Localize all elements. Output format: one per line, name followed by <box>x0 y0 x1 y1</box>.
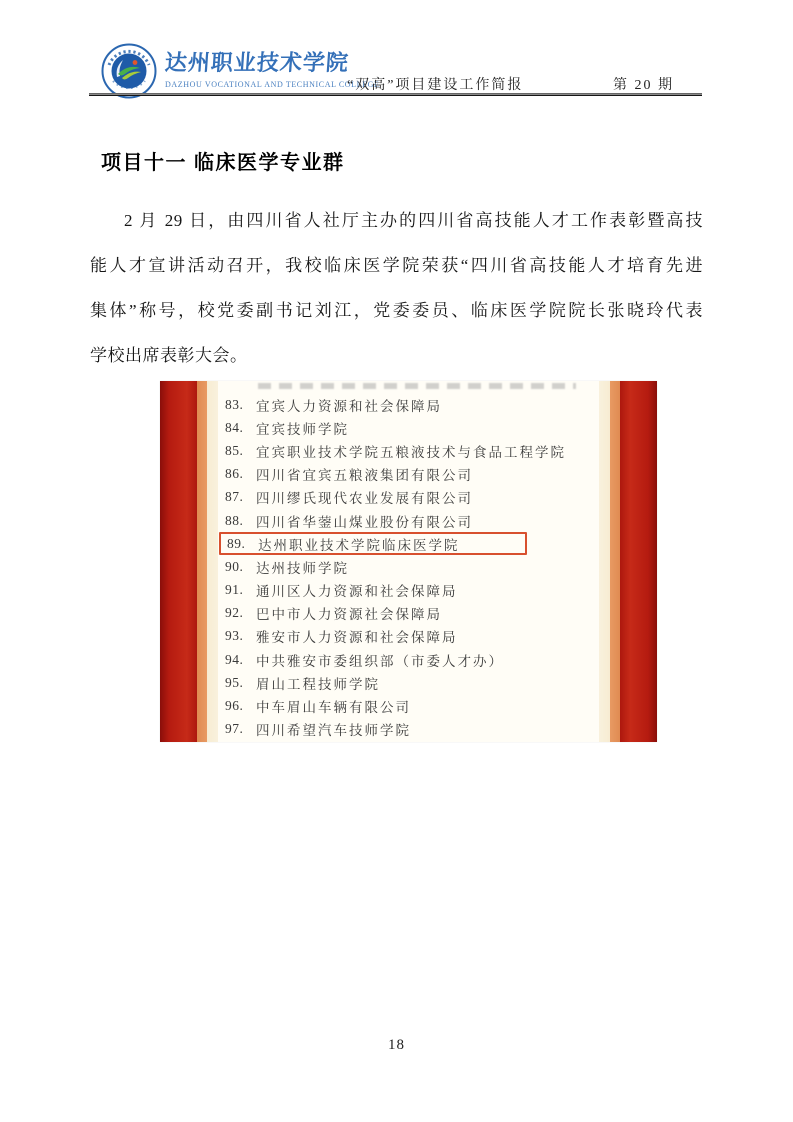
list-item <box>218 509 599 532</box>
list-item-number: 89. <box>227 535 246 551</box>
award-list-image <box>160 381 657 742</box>
list-item-name: 通川区人力资源和社会保障局 <box>256 584 458 600</box>
list-item-name: 四川省宜宾五粮液集团有限公司 <box>256 468 473 484</box>
list-item <box>218 625 599 648</box>
list-item-number: 93. <box>225 628 244 644</box>
list-item-name: 宜宾技师学院 <box>256 421 349 437</box>
list-item-number: 94. <box>225 651 244 667</box>
list-item <box>218 463 599 486</box>
list-item <box>218 648 599 671</box>
paragraph-line: 2 月 29 日，由四川省人社厅主办的四川省高技能人才工作表彰暨高技 <box>124 211 703 230</box>
list-item <box>218 671 599 694</box>
list-item-name: 四川缪氏现代农业发展有限公司 <box>256 491 473 507</box>
list-item <box>218 393 599 416</box>
award-list-content <box>218 381 599 742</box>
list-item-number: 86. <box>225 466 244 482</box>
list-item <box>218 718 599 741</box>
list-item-name: 达州职业技术学院临床医学院 <box>258 537 460 553</box>
list-item <box>218 486 599 509</box>
list-item-name: 宜宾职业技术学院五粮液技术与食品工程学院 <box>256 444 566 460</box>
list-item <box>218 416 599 439</box>
list-item-number: 85. <box>225 442 244 458</box>
page-number: 18 <box>388 1037 405 1053</box>
list-item-number: 97. <box>225 721 244 737</box>
list-item-number: 96. <box>225 698 244 714</box>
page-header <box>0 0 793 100</box>
red-ribbon-right <box>599 381 657 742</box>
list-item-name: 宜宾人力资源和社会保障局 <box>256 398 442 414</box>
article-paragraph <box>90 198 703 378</box>
list-item-number: 83. <box>225 396 244 412</box>
college-logo-icon <box>101 43 157 99</box>
list-item-number: 84. <box>225 419 244 435</box>
list-item-number: 92. <box>225 605 244 621</box>
list-item-name: 四川希望汽车技师学院 <box>256 723 411 739</box>
issue-number: 第 20 期 <box>613 78 674 93</box>
paragraph-line: 学校出席表彰大会。 <box>90 346 248 365</box>
list-item-number: 87. <box>225 489 244 505</box>
list-item-number: 88. <box>225 512 244 528</box>
list-item-name: 巴中市人力资源社会保障局 <box>256 607 442 623</box>
list-item <box>218 555 599 578</box>
header-divider <box>89 93 702 96</box>
bulletin-title: “双高”项目建设工作简报 <box>347 78 524 93</box>
list-item-name: 中共雅安市委组织部（市委人才办） <box>256 653 504 669</box>
red-ribbon-left <box>160 381 218 742</box>
list-item-name: 中车眉山车辆有限公司 <box>256 700 411 716</box>
list-item <box>218 694 599 717</box>
award-list <box>218 393 599 741</box>
college-name-zh: 达州职业技术学院 <box>164 50 350 75</box>
paragraph-line: 能人才宣讲活动召开，我校临床医学院荣获“四川省高技能人才培育先进 <box>90 256 703 275</box>
list-item <box>218 602 599 625</box>
list-item-name: 达州技师学院 <box>256 560 349 576</box>
cropped-text-remnant <box>258 383 576 389</box>
list-item <box>218 579 599 602</box>
list-item-name: 眉山工程技师学院 <box>256 676 380 692</box>
paragraph-line: 集体”称号，校党委副书记刘江，党委委员、临床医学院院长张晓玲代表 <box>90 301 703 320</box>
list-item-number: 90. <box>225 558 244 574</box>
list-item <box>219 532 527 555</box>
list-item-number: 95. <box>225 674 244 690</box>
list-item-name: 雅安市人力资源和社会保障局 <box>256 630 458 646</box>
college-name-en: DAZHOU VOCATIONAL AND TECHNICAL COLLEGE <box>165 80 380 89</box>
article-heading: 项目十一 临床医学专业群 <box>101 152 345 174</box>
list-item <box>218 439 599 462</box>
list-item-number: 91. <box>225 582 244 598</box>
list-item-name: 四川省华蓥山煤业股份有限公司 <box>256 514 473 530</box>
